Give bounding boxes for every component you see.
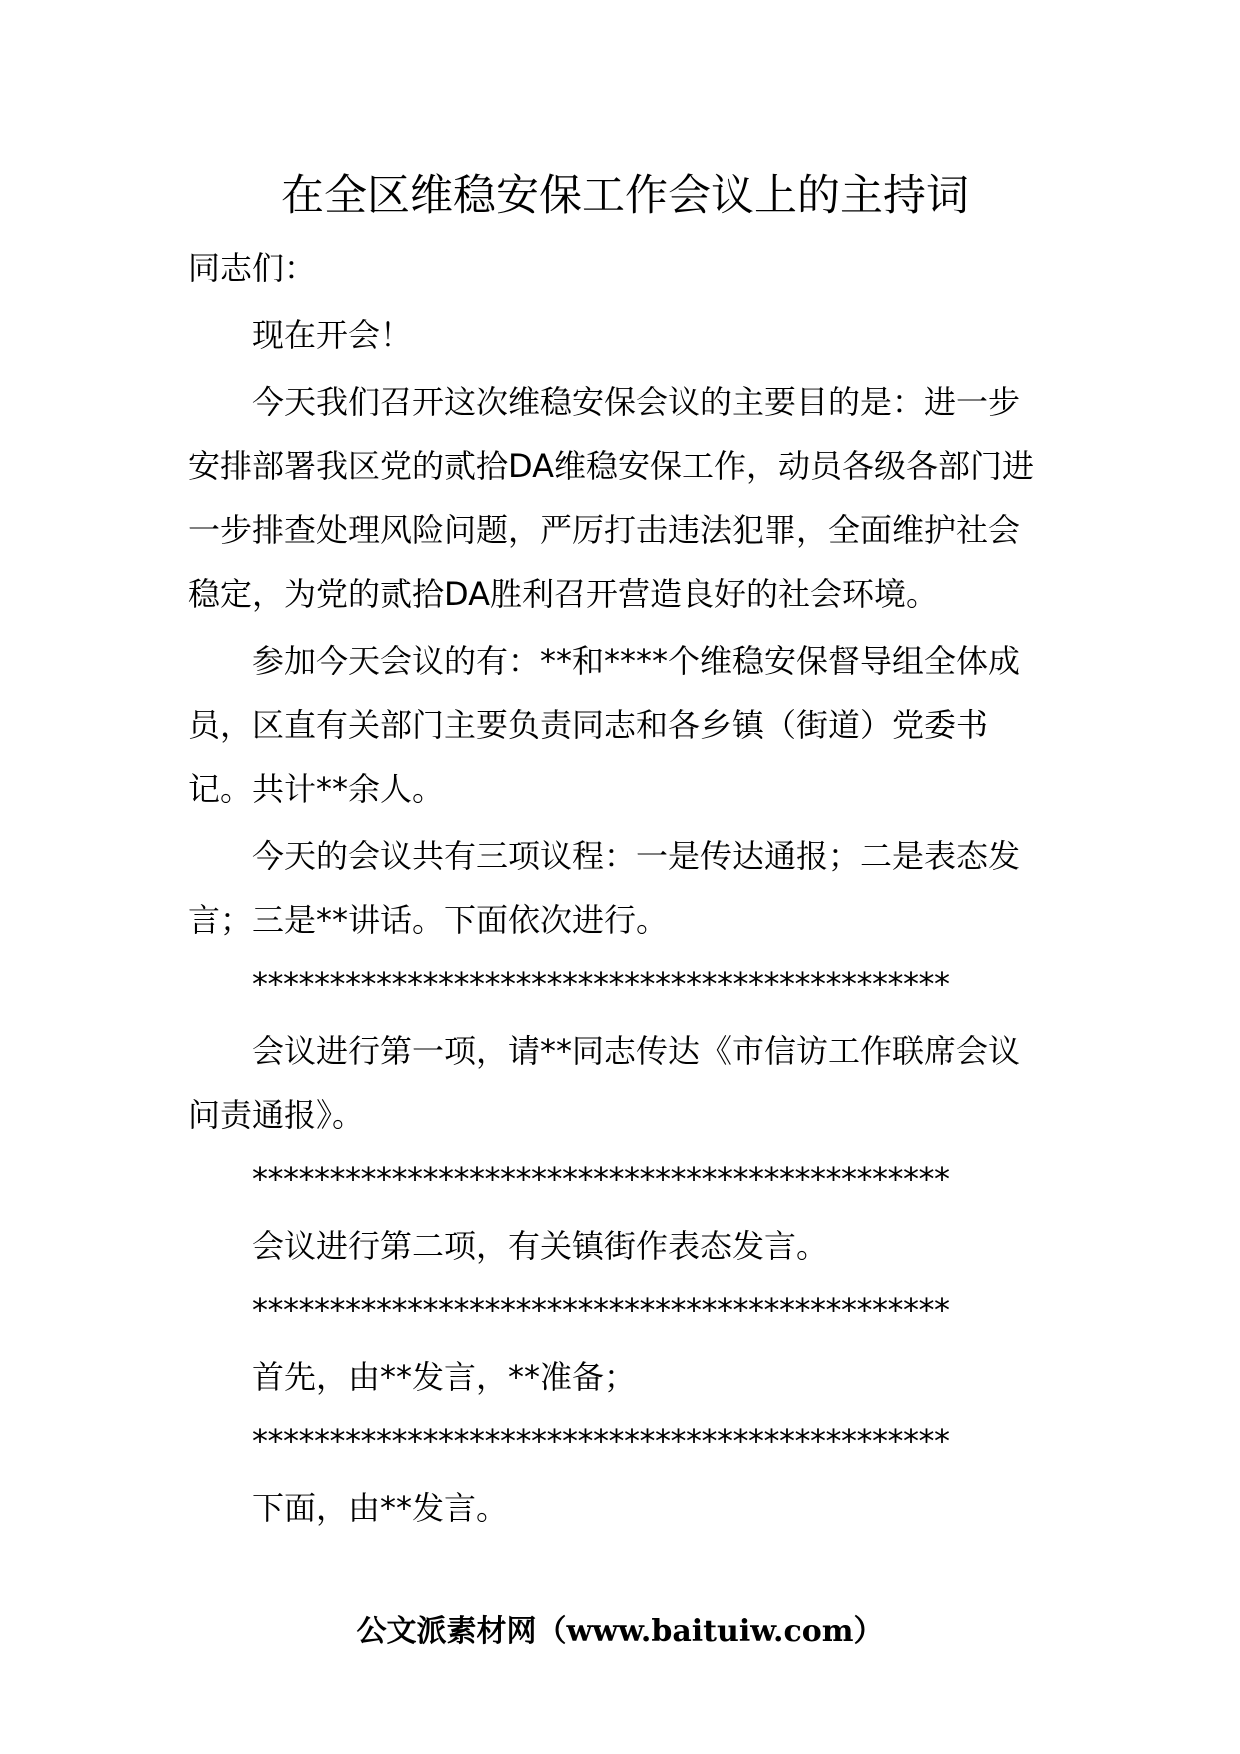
paragraph-attendees: 参加今天会议的有：**和****个维稳安保督导组全体成员，区直有关部门主要负责同志和各乡镇（街道）党委书记。共计**余人。	[188, 642, 1021, 808]
salutation: 同志们：	[188, 249, 317, 287]
separator-line: *********************************************	[252, 1422, 950, 1460]
paragraph-item-one: 会议进行第一项，请**同志传达《市信访工作联席会议问责通报》。	[188, 1032, 1021, 1134]
paragraph-opening: 现在开会！	[252, 316, 413, 354]
document-title: 在全区维稳安保工作会议上的主持词	[281, 171, 969, 221]
separator-line: *********************************************	[252, 965, 950, 1003]
paragraph-agenda: 今天的会议共有三项议程：一是传达通报；二是表态发言；三是**讲话。下面依次进行。	[188, 837, 1021, 939]
document-body	[188, 236, 1048, 1540]
paragraph-first-speaker: 首先，由**发言，**准备；	[252, 1358, 637, 1396]
paragraph-item-two: 会议进行第二项，有关镇街作表态发言。	[252, 1227, 829, 1265]
separator-line: *********************************************	[252, 1160, 950, 1198]
paragraph-next-speaker: 下面，由**发言。	[252, 1489, 509, 1527]
paragraph-purpose: 今天我们召开这次维稳安保会议的主要目的是：进一步安排部署我区党的贰拾DA维稳安保工作，动员各级各部门进一步排查处理风险问题，严厉打击违法犯罪，全面维护社会稳定，为党的贰拾DA胜利召开营造良好的社会环境。	[188, 383, 1034, 613]
separator-line: *********************************************	[252, 1291, 950, 1329]
footer-watermark: 公文派素材网（www.baituiw.com）	[356, 1614, 884, 1649]
